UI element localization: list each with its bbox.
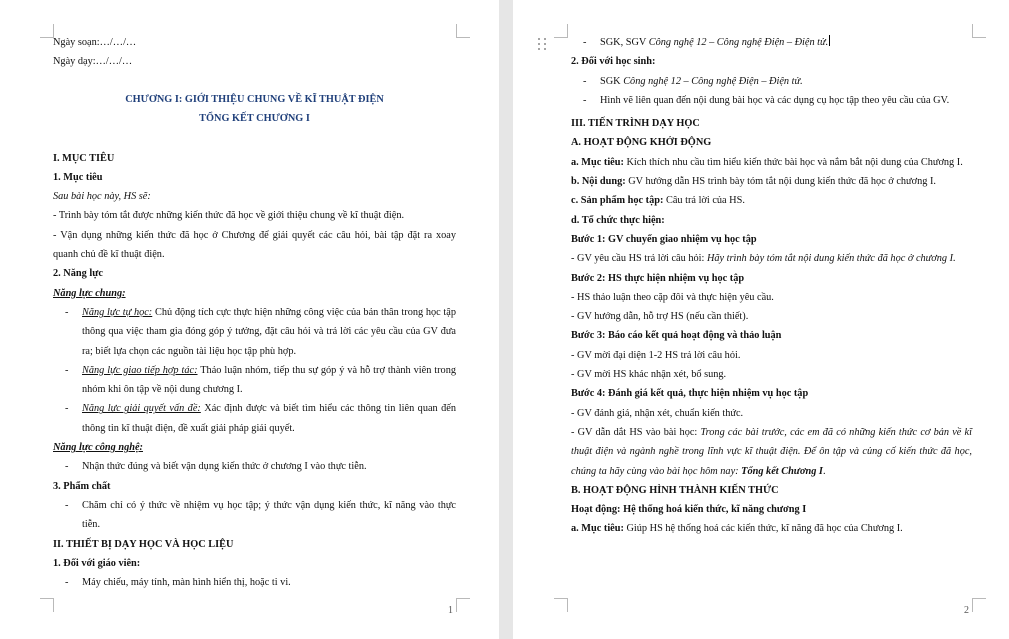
page-2-body[interactable]	[571, 33, 972, 539]
list-item: - Nhận thức đúng và biết vận dụng kiến thức ở chương I vào thực tiễn.	[65, 461, 367, 473]
section-knowledge-heading: B. HOẠT ĐỘNG HÌNH THÀNH KIẾN THỨC	[571, 484, 779, 496]
step-4-heading: Bước 4: Đánh giá kết quả, thực hiện nhiệm vụ học tập	[571, 388, 809, 400]
goal-item: - Trình bày tóm tắt được những kiến thức đã học về giới thiệu chung về kĩ thuật điện.	[53, 210, 405, 222]
section-equipment-heading: II. THIẾT BỊ DẠY HỌC VÀ HỌC LIỆU	[53, 538, 234, 550]
competence-label: Năng lực giải quyết vấn đề:	[82, 403, 201, 415]
list-item: - Máy chiếu, máy tính, màn hình hiển thị, hoặc ti vi.	[65, 577, 291, 589]
lesson-title: TỔNG KẾT CHƯƠNG I	[199, 113, 310, 125]
date-taught: Ngày dạy:…/…/…	[53, 56, 133, 68]
step-text: - GV dẫn dắt HS vào bài học:	[571, 426, 701, 438]
page-number: 2	[964, 605, 969, 616]
list-item: - Hình vẽ liên quan đến nội dung bài học và các dụng cụ học tập theo yêu cầu của GV.	[583, 94, 950, 106]
list-item: - Năng lực tự học: Chủ động tích cực thực hiện những công việc của bản thân trong học tập thông qua việc tham gia đóng góp ý tưởng, đặt câu hỏi và trả lời các yêu cầu của GV đưa ra; biết lựa chọn các nguồn tài liệu học tập phù hợp.	[65, 306, 457, 357]
textbook-title: Công nghệ 12 – Công nghệ Điện – Điện tử.	[648, 37, 829, 48]
teacher-item-text: SGK, SGV	[600, 37, 649, 48]
step-2-line: - HS thảo luận theo cặp đôi và thực hiện yêu cầu.	[571, 291, 774, 303]
teacher-item-text: Máy chiếu, máy tính, màn hình hiển thị, hoặc ti vi.	[82, 577, 291, 589]
text-cursor	[829, 35, 830, 46]
step-2-heading: Bước 2: HS thực hiện nhiệm vụ học tập	[571, 272, 745, 284]
competence-label: Năng lực tự học:	[82, 306, 153, 318]
student-item-text: Hình vẽ liên quan đến nội dung bài học và các dụng cụ học tập theo yêu cầu của GV.	[600, 94, 950, 106]
margin-corner-mark	[40, 598, 54, 612]
subsection-student-heading: 2. Đối với học sinh:	[571, 56, 656, 68]
subsection-goals-heading: 1. Mục tiêu	[53, 171, 103, 183]
after-lesson-text: Sau bài học này, HS sẽ:	[53, 191, 151, 203]
lesson-name: Tổng kết Chương I	[741, 465, 823, 477]
step-2-line: - GV hướng dẫn, hỗ trợ HS (nếu cần thiết).	[571, 311, 749, 323]
objective-line	[571, 153, 972, 172]
objective-text: Kích thích nhu cầu tìm hiểu kiến thức bài học và nắm bắt nội dung của Chương I.	[623, 156, 963, 168]
margin-corner-mark	[972, 24, 986, 38]
step-text: - GV yêu cầu HS trả lời câu hỏi:	[571, 253, 707, 265]
content-line	[571, 172, 972, 191]
margin-corner-mark	[554, 24, 568, 38]
drag-handle-icon[interactable]	[538, 38, 548, 52]
date-prepared: Ngày soạn:…/…/…	[53, 37, 137, 48]
objective-label: a. Mục tiêu:	[571, 156, 624, 168]
competence-text: Chủ động tích cực thực hiện những công việc của bản thân trong học tập thông qua việc tham gia đóng góp ý tưởng, đặt câu hỏi và trả lời các yêu cầu của GV đưa ra; biết lựa chọn các nguồn tài liệu học tập phù hợp.	[82, 306, 457, 357]
step-3-line: - GV mời đại diện 1-2 HS trả lời câu hỏi.	[571, 349, 741, 361]
section-process-heading: III. TIẾN TRÌNH DẠY HỌC	[571, 118, 700, 130]
page-1-body[interactable]	[53, 33, 456, 592]
margin-corner-mark	[456, 598, 470, 612]
list-item: - Năng lực giao tiếp hợp tác: Thảo luận nhóm, tiếp thu sự góp ý và hỗ trợ thành viên trong nhóm khi ôn tập về nội dung chương I.	[65, 364, 456, 396]
objective-text: Giúp HS hệ thống hoá các kiến thức, kĩ năng đã học của Chương I.	[623, 523, 903, 535]
step-text-end: .	[822, 465, 826, 477]
margin-corner-mark	[972, 598, 986, 612]
document-page-2	[513, 0, 1009, 639]
step-1-line	[571, 249, 972, 268]
chapter-title: CHƯƠNG I: GIỚI THIỆU CHUNG VỀ KĨ THUẬT ĐIỆN	[125, 93, 384, 105]
product-text: Câu trả lời của HS.	[663, 195, 745, 207]
margin-corner-mark	[40, 24, 54, 38]
textbook-title: Công nghệ 12 – Công nghệ Điện – Điện tử.	[623, 75, 803, 87]
page-number: 1	[448, 605, 453, 616]
product-label: c. Sản phẩm học tập:	[571, 195, 664, 207]
list-item: - SGK Công nghệ 12 – Công nghệ Điện – Điện tử.	[583, 75, 803, 87]
step-1-heading: Bước 1: GV chuyển giao nhiệm vụ học tập	[571, 233, 757, 245]
competence-text: Thảo luận nhóm, tiếp thu sự góp ý và hỗ trợ thành viên trong nhóm khi ôn tập về nội dung chương I.	[82, 364, 456, 396]
subsection-teacher-heading: 1. Đối với giáo viên:	[53, 557, 141, 569]
objective-label: a. Mục tiêu:	[571, 523, 624, 535]
subsection-quality-heading: 3. Phẩm chất	[53, 480, 111, 492]
product-line	[571, 191, 972, 210]
student-item-text: SGK	[600, 75, 624, 87]
step-3-line: - GV mời HS khác nhận xét, bổ sung.	[571, 369, 727, 381]
section-objectives-heading: I. MỤC TIÊU	[53, 152, 115, 164]
section-warmup-heading: A. HOẠT ĐỘNG KHỞI ĐỘNG	[571, 137, 712, 149]
competence-text: Xác định được và biết tìm hiểu các thông tin liên quan đến thông tin kĩ thuật điện, đề xuất giải pháp giải quyết.	[82, 403, 456, 434]
step-4-line: - GV đánh giá, nhận xét, chuẩn kiến thức.	[571, 407, 744, 419]
activity-heading: Hoạt động: Hệ thống hoá kiến thức, kĩ năng chương I	[571, 504, 807, 516]
step-intro-text: Trong các bài trước, các em đã có những kiến thức cơ bản về kĩ thuật điện và ngành nghề trong lĩnh vực kĩ thuật điện. Để ôn tập và củng cố kiến thức đã học, chúng ta hãy cùng vào bài học hôm nay:	[571, 426, 972, 477]
organization-heading: d. Tổ chức thực hiện:	[571, 214, 665, 226]
content-label: b. Nội dung:	[571, 176, 626, 188]
quality-text: Chăm chỉ có ý thức về nhiệm vụ học tập; ý thức vận dụng kiến thức, kĩ năng vào thực tiễn.	[82, 499, 456, 531]
list-item: - Chăm chỉ có ý thức về nhiệm vụ học tập; ý thức vận dụng kiến thức, kĩ năng vào thực tiễn.	[65, 499, 456, 531]
content-text: GV hướng dẫn HS trình bày tóm tắt nội dung kiến thức đã học ở chương I.	[625, 176, 936, 188]
margin-corner-mark	[456, 24, 470, 38]
tech-competence-text: Nhận thức đúng và biết vận dụng kiến thức ở chương I vào thực tiễn.	[82, 461, 367, 473]
subsection-competence-heading: 2. Năng lực	[53, 268, 103, 280]
goal-item: - Vận dụng những kiến thức đã học ở Chương để giải quyết các câu hỏi, bài tập đặt ra xoay quanh chủ đề kĩ thuật điện.	[53, 229, 456, 261]
step-question: Hãy trình bày tóm tắt nội dung kiến thức đã học ở chương I.	[706, 253, 956, 265]
list-item: - SGK, SGV Công nghệ 12 – Công nghệ Điện – Điện tử.	[583, 37, 829, 48]
document-page-1	[0, 0, 499, 639]
general-competence-heading: Năng lực chung:	[53, 287, 126, 299]
competence-label: Năng lực giao tiếp hợp tác:	[82, 364, 198, 376]
step-4-line	[571, 423, 972, 481]
activity-objective-line	[571, 519, 972, 538]
margin-corner-mark	[554, 598, 568, 612]
step-3-heading: Bước 3: Báo cáo kết quả hoạt động và thảo luận	[571, 330, 782, 342]
list-item: - Năng lực giải quyết vấn đề: Xác định được và biết tìm hiểu các thông tin liên quan đến thông tin kĩ thuật điện, đề xuất giải pháp giải quyết.	[65, 403, 456, 434]
tech-competence-heading: Năng lực công nghệ:	[53, 442, 143, 454]
